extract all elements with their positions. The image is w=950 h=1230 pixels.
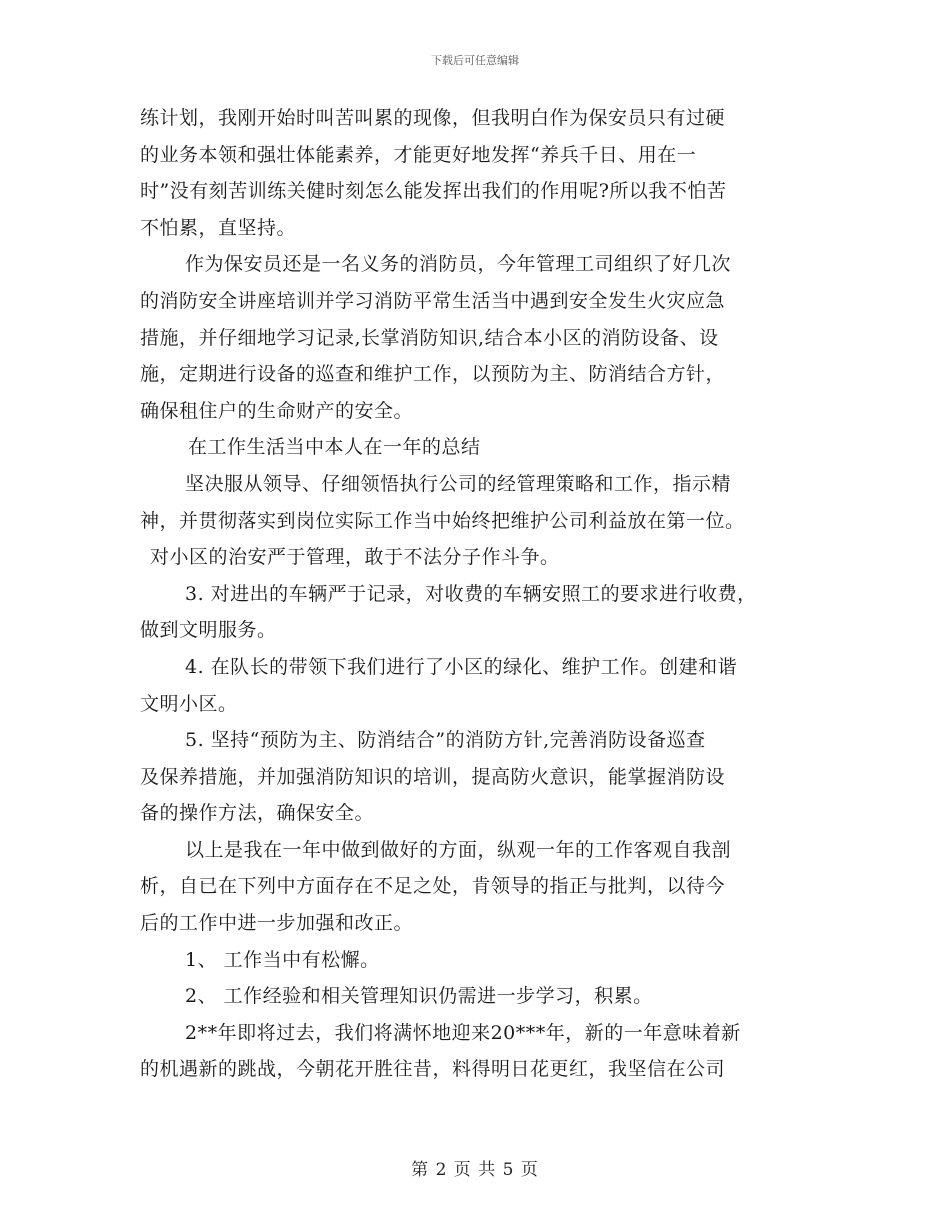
text-line: 文明小区。 <box>140 692 238 715</box>
text-line: 后的工作中进一步加强和改正。 <box>140 912 414 935</box>
text-line: 神，并贯彻落实到岗位实际工作当中始终把维护公司利益放在第一位。 <box>140 509 745 532</box>
text-line: 2**年即将过去，我们将满怀地迎来20***年，新的一年意味着新 <box>185 1021 741 1044</box>
text-line: 做到文明服务。 <box>140 619 277 642</box>
list-item: 3. 对进出的车辆严于记录，对收费的车辆安照工的要求进行收费， <box>185 582 757 605</box>
text-line: 以上是我在一年中做到做好的方面，纵观一年的工作客观自我剖 <box>185 838 732 861</box>
page-footer: 第 2 页 共 5 页 <box>411 1160 539 1180</box>
text-line: 对小区的治安严于管理，敢于不法分子作斗争。 <box>150 546 560 569</box>
text-line: 的消防安全讲座培训并学习消防平常生活当中遇到安全发生火灾应急 <box>140 289 726 312</box>
text-line: 确保租住户的生命财产的安全。 <box>140 399 414 422</box>
list-item: 2、 工作经验和相关管理知识仍需进一步学习，积累。 <box>185 985 653 1008</box>
list-item: 1、 工作当中有松懈。 <box>185 948 380 971</box>
text-line: 坚决服从领导、仔细领悟执行公司的经管理策略和工作，指示精 <box>185 472 732 495</box>
document-body <box>140 100 820 1088</box>
list-item: 4. 在队长的带领下我们进行了小区的绿化、维护工作。创建和谐 <box>185 655 738 678</box>
text-line: 的机遇新的跳战，今朝花开胜往昔，料得明日花更红，我坚信在公司 <box>140 1058 726 1081</box>
text-line: 及保养措施，并加强消防知识的培训，提高防火意识，能掌握消防设 <box>140 765 726 788</box>
page-header: 下载后可任意编辑 <box>431 54 519 67</box>
text-line: 练计划，我刚开始时叫苦叫累的现像，但我明白作为保安员只有过硬 <box>140 107 726 129</box>
text-line: 析，自已在下列中方面存在不足之处，肯领导的指正与批判，以待今 <box>140 875 726 898</box>
text-line: 时”没有刻苦训练关健时刻怎么能发挥出我们的作用呢?所以我不怕苦 <box>140 180 727 203</box>
text-line: 措施，并仔细地学习记录,长掌消防知识,结合本小区的消防设备、设 <box>140 326 719 349</box>
text-line: 施，定期进行设备的巡查和维护工作，以预防为主、防消结合方针， <box>140 363 726 386</box>
text-line: 作为保安员还是一名义务的消防员，今年管理工司组织了好几次 <box>185 253 732 276</box>
list-item: 5. 坚持“预防为主、防消结合”的消防方针,完善消防设备巡查 <box>185 729 706 752</box>
text-line: 备的操作方法，确保安全。 <box>140 802 375 825</box>
section-heading: 在工作生活当中本人在一年的总结 <box>188 436 481 459</box>
text-line: 不怕累，直坚持。 <box>140 216 297 239</box>
text-line: 的业务本领和强壮体能素养，才能更好地发挥“养兵千日、用在一 <box>140 143 697 166</box>
